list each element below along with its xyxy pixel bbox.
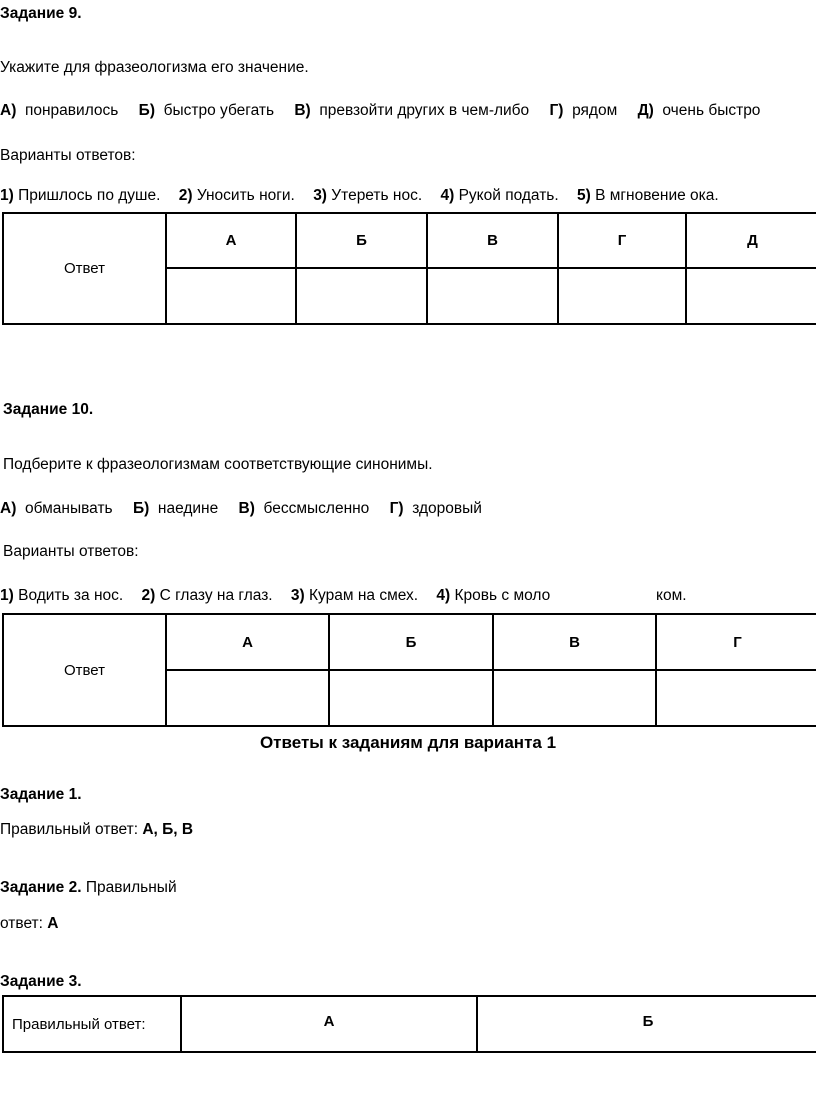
variant-key: 2) bbox=[178, 187, 193, 204]
column-header: А bbox=[181, 996, 477, 1052]
column-header: А bbox=[166, 213, 296, 268]
meaning-text: здоровый bbox=[412, 500, 482, 517]
meaning-key: А) bbox=[0, 102, 17, 119]
answer-cell[interactable] bbox=[656, 670, 816, 726]
task10-variants bbox=[0, 588, 550, 604]
variant-text: Уносить ноги. bbox=[196, 187, 295, 204]
meaning-key: Б) bbox=[138, 102, 155, 119]
variant-text: Рукой подать. bbox=[458, 187, 559, 204]
answer-label: Правильный bbox=[81, 879, 177, 896]
column-header: А bbox=[166, 614, 329, 670]
meaning-key: А) bbox=[0, 500, 17, 517]
meaning-text: рядом bbox=[572, 102, 618, 119]
answer-cell[interactable] bbox=[686, 268, 816, 324]
variant-text: Водить за нос. bbox=[18, 587, 124, 604]
meaning-key: Б) bbox=[132, 500, 150, 517]
meaning-text: бессмысленно bbox=[263, 500, 370, 517]
variant-key: 3) bbox=[313, 187, 327, 204]
answer-cell[interactable] bbox=[166, 670, 329, 726]
task9-variants bbox=[0, 188, 719, 204]
answer-row-label: Ответ bbox=[3, 614, 166, 726]
task9-answer-table bbox=[2, 212, 816, 325]
variant-key: 5) bbox=[576, 187, 591, 204]
column-header: Г bbox=[558, 213, 686, 268]
task9-title: Задание 9. bbox=[0, 5, 82, 22]
answer-row-label: Правильный ответ: bbox=[3, 996, 181, 1052]
variant-text: Курам на смех. bbox=[309, 587, 419, 604]
variant-text: С глазу на глаз. bbox=[159, 587, 273, 604]
meaning-text: наедине bbox=[157, 500, 219, 517]
answer-task2-title: Задание 2. bbox=[0, 879, 82, 896]
answer-task3-title: Задание 3. bbox=[0, 973, 82, 990]
answer-value: А bbox=[47, 915, 59, 932]
meaning-text: очень быстро bbox=[662, 102, 761, 119]
answer-row-label: Ответ bbox=[3, 213, 166, 324]
answer-task3-table bbox=[2, 995, 816, 1053]
variant-text: В мгновение ока. bbox=[595, 187, 719, 204]
meaning-text: быстро убегать bbox=[163, 102, 275, 119]
task10-variants-tail: ком. bbox=[656, 587, 687, 604]
meaning-text: понравилось bbox=[24, 102, 119, 119]
answer-task2-line2 bbox=[0, 916, 58, 932]
answers-heading: Ответы к заданиям для варианта 1 bbox=[259, 733, 557, 752]
answer-task1-line bbox=[0, 822, 193, 838]
variant-key: 4) bbox=[440, 187, 455, 204]
variant-text: Пришлось по душе. bbox=[18, 187, 161, 204]
answer-label: Правильный ответ: bbox=[0, 821, 143, 838]
answer-task2-line1 bbox=[0, 880, 177, 896]
task10-instruction: Подберите к фразеологизмам соответствующие синонимы. bbox=[3, 456, 433, 473]
variant-text: Кровь с моло bbox=[454, 587, 551, 604]
meaning-text: превзойти других в чем-либо bbox=[319, 102, 530, 119]
answer-cell[interactable] bbox=[558, 268, 686, 324]
answer-label: ответ: bbox=[0, 915, 48, 932]
meaning-key: В) bbox=[238, 500, 255, 517]
column-header: Д bbox=[686, 213, 816, 268]
answer-cell[interactable] bbox=[166, 268, 296, 324]
meaning-key: Г) bbox=[389, 500, 404, 517]
task10-answer-table bbox=[2, 613, 816, 727]
meaning-key: Д) bbox=[637, 102, 654, 119]
variant-key: 2) bbox=[141, 587, 156, 604]
variant-key: 1) bbox=[0, 187, 14, 204]
answer-cell[interactable] bbox=[427, 268, 558, 324]
column-header: Б bbox=[477, 996, 816, 1052]
variant-key: 3) bbox=[290, 587, 305, 604]
answer-value: А, Б, В bbox=[142, 821, 194, 838]
task9-meanings bbox=[0, 103, 760, 119]
task9-variants-label: Варианты ответов: bbox=[0, 147, 136, 164]
variant-key: 1) bbox=[0, 587, 14, 604]
meaning-text: обманывать bbox=[24, 500, 113, 517]
meaning-key: В) bbox=[294, 102, 311, 119]
task10-meanings bbox=[0, 501, 482, 517]
column-header: Б bbox=[296, 213, 427, 268]
variant-text: Утереть нос. bbox=[331, 187, 423, 204]
answer-cell[interactable] bbox=[329, 670, 493, 726]
task10-variants-label: Варианты ответов: bbox=[3, 543, 139, 560]
answer-cell[interactable] bbox=[493, 670, 656, 726]
column-header: В bbox=[427, 213, 558, 268]
column-header: Г bbox=[656, 614, 816, 670]
column-header: В bbox=[493, 614, 656, 670]
meaning-key: Г) bbox=[549, 102, 564, 119]
column-header: Б bbox=[329, 614, 493, 670]
answer-task1-title: Задание 1. bbox=[0, 786, 82, 803]
task10-title: Задание 10. bbox=[3, 401, 94, 418]
answer-cell[interactable] bbox=[296, 268, 427, 324]
variant-key: 4) bbox=[436, 587, 451, 604]
task9-instruction: Укажите для фразеологизма его значение. bbox=[0, 59, 309, 76]
